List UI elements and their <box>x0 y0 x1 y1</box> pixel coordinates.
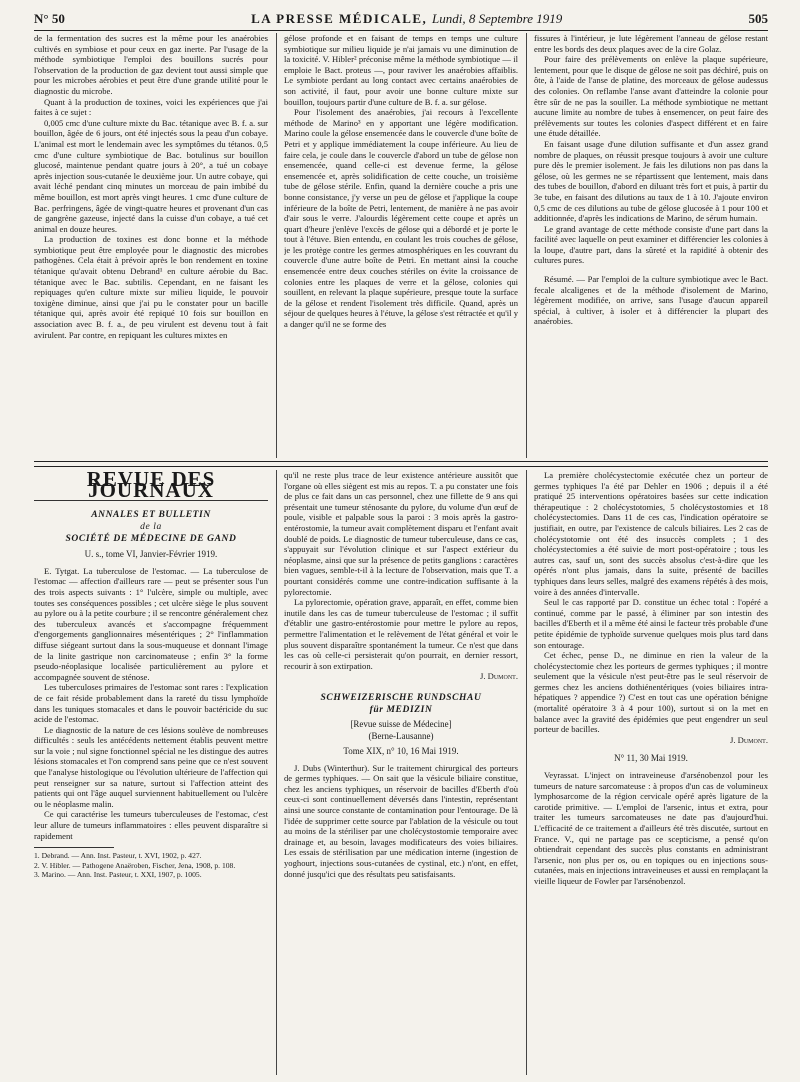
article-paragraph: J. Dubs (Winterthur). Sur le traitement chirurgical des porteurs de germes typhiques. — On sait que la vésicule biliaire constitue, chez les anciens typhiques, un réservoir de bacilles d'Eberth d'où ceux-ci sont continuellement déversés dans l'intestin, représentant ainsi une source constante de contamination pour l'entourage. De là l'idée de supprimer cette source par l'ablation de la vésicule ou tout au moins de la stériliser par une cholécystostomie temporaire avec drainage et, au besoin, lavages modificateurs des voies biliaires. Les essais de stérilisation par une médication interne (ingestion de yoghourt, injections sous-cutanées de cystinal, etc.) n'ont, en effet, donné jusqu'ici que des résultats peu satisfaisants. <box>284 762 518 879</box>
journal-issue: Tome XIX, n° 10, 16 Mai 1919. <box>343 746 459 757</box>
issue-date: Lundi, 8 Septembre 1919 <box>432 11 563 26</box>
journal-heading <box>284 692 518 716</box>
paragraph: Pour faire des prélèvements on enlève la plaque supérieure, lentement, pour que le disque de gélose ne soit pas déchiré, puis on ôte, à l'aide de l'anse de platine, des morceaux de gélose audessus des colonies. On reflambe l'anse avant d'atteindre la colonie pour être sûr de ne pas la souiller. La méthode symbiotique ne mettant aucune limite au nombre de tubes à ensemencer, on peut faire des prélèvements sur toutes les colonies d'aspect différent et en faire une étude détaillée. <box>534 54 768 139</box>
paragraph: Les tuberculoses primaires de l'estomac sont rares : l'explication de ce fait réside probablement dans la rareté du tissu lymphoïde dans les tuniques stomacales et dans le pouvoir bactéricide du suc acide de l'estomac. <box>34 682 268 725</box>
paragraph: qu'il ne reste plus trace de leur existence antérieure aussitôt que l'organe où elles siègent est mis au repos. T. a pu constater une fois de plus ce fait dans un cas personnel, chez une fillette de 9 ans qui présentait une tumeur sténosante du pylore, du volume d'un œuf de poule, visible et palpable sous la paroi : 3 mois après la gastro-entérostomie, la tumeur avait complètement disparu et l'enfant avait doublé de poids. Le diagnostic de tumeur tuberculeuse, dans ce cas, s'appuyait sur l'évolution clinique et sur l'aspect extérieur du néoplasme, ainsi que sur la présence de petits ganglions : caractères bien vagues, semble-t-il à la lecture de l'observation, mais que T. a pourtant considérés comme une contre-indication suffisante à la pylorectomie. <box>284 470 518 597</box>
paragraph: Le diagnostic de la nature de ces lésions soulève de nombreuses difficultés : seuls les antécédents nettement établis peuvent mettre sur la voie ; nul signe fonctionnel spécial ne les distingue des autres lésions stomacales et l'on comprend sans peine que ce n'est souvent que l'analyse histologique ou l'évolution ultérieure de l'affection qui peut renseigner sur sa nature, surtout si l'affection atteint des patients qui ont l'âge auquel surviennent habituellement ou l'ulcère ou le néoplasme malin. <box>34 724 268 809</box>
bottom-column-3 <box>534 470 768 1075</box>
paragraph: Quant à la production de toxines, voici les expériences que j'ai faites à ce sujet : <box>34 96 268 118</box>
column-rule <box>276 470 277 1075</box>
journal-heading-line: für MEDIZIN <box>369 704 433 715</box>
paragraph: E. Tytgat. La tuberculose de l'estomac. — La tuberculose de l'estomac — affection d'ailleurs rare — peut se présenter sous l'un des trois aspects suivants : 1° l'ulcère, simple ou multiple, avec toutes ses conséquences possibles ; cet ulcère siège le plus souvent au pylore ou à la petite courbure ; il se rencontre généralement chez des tuberculeux avancés et s'accompagne fréquemment d'engorgements ganglionnaires mésentériques ; 2° l'inflammation diffuse siégeant surtout dans la sous-muqueuse et donnant l'image de la linite gastrique non carcinomateuse ; enfin 3° la forme pseudo-néoplasique localisée particulièrement au pylore et accompagnée souvent de sténose. <box>34 565 268 682</box>
column-rule <box>276 33 277 458</box>
paragraph: de la fermentation des sucres est la même pour les anaérobies cultivés en symbiose et pour ceux en gaz inerte. Par l'usage de la méthode symbiotique l'emploi des bouillons sucrés pour l'observation de la production de gaz devient tout aussi simple que pour les microbes aérobies et peut être d'une grande utilité pour le diagnostic du microbe. <box>34 33 268 96</box>
footnote-rule <box>34 847 114 848</box>
paragraph: gélose profonde et en faisant de temps en temps une culture symbiotique sur milieu liquide je n'ai jamais vu une diminution de la toxicité. V. Hibler² préconise même la méthode symbiotique — il emploie le Bact. proteus —, pour raviver les anaérobies affaiblis. Le symbiote perdant au long contact avec certains anaérobies de son activité, il faut, pour avoir une bonne culture mixte sur bouillon, toujours partir d'une culture de B. f. a. sur gélose. <box>284 33 518 107</box>
bottom-column-2 <box>284 470 518 1075</box>
top-column-1 <box>34 33 268 458</box>
top-column-3 <box>534 33 768 458</box>
issue-number: N° 50 <box>34 11 65 26</box>
column-rule <box>526 33 527 458</box>
paragraph: Cet échec, pense D., ne diminue en rien la valeur de la cholécystectomie chez les porteurs de germes typhiques ; il montre seulement que la vésicule n'est peut-être pas le seul réservoir de germes chez les anciens dothiénentériques (voies biliaires intra-hépatiques ? appendice ?) C'est en tout cas une opération bénigne (mortalité opératoire 3 à 4 pour 100), surtout si on la met en balance avec la gravité des épidémies que peut engendrer un seul porteur de bacilles. <box>534 650 768 735</box>
section-title: REVUE DES JOURNAUX <box>34 474 268 501</box>
signature: J. Dumont. <box>730 734 768 745</box>
footnote: 1. Debrand. — Ann. Inst. Pasteur, t. XVI, 1902, p. 427. <box>34 851 202 861</box>
paragraph: En faisant usage d'une dilution suffisante et d'un assez grand nombre de plaques, on réussit presque toujours à avoir une culture pure dès le premier isolement. Je fais les dilutions non pas dans la gélose, où les germes ne se répartissent que lentement, mais dans des tubes de bouillon, d'abord en diluant très fort et puis, à partir du 3e tube, en faisant des dilutions au taux de 1 à 10. J'ajoute environ 0,5 cmc de ces dilutions au tube de gélose glucosée à 1 pour 100 et additionnée, d'après les indications de Marino, de sérum humain. <box>534 138 768 224</box>
signature: J. Dumont. <box>480 671 518 682</box>
paragraph: Seul le cas rapporté par D. constitue un échec total : l'opéré a continué, comme par le passé, à éliminer par son intestin des bacilles d'Eberth et il a même été ainsi le facteur très probable d'une petite épidémie de typhoïde survenue quelques mois plus tard dans son entourage. <box>534 597 768 650</box>
bottom-column-1 <box>34 470 268 1075</box>
footnote: 3. Marino. — Ann. Inst. Pasteur, t. XXI, 1907, p. 1005. <box>34 870 202 880</box>
paragraph: Le grand avantage de cette méthode consiste d'une part dans la facilité avec laquelle on peut examiner et différencier les colonies à la loupe, d'autre part, dans la sûreté et la rapidité à obtenir des cultures pures. <box>534 223 768 266</box>
journal-heading-line: de la <box>140 522 162 533</box>
section-separator <box>34 461 768 467</box>
top-column-2 <box>284 33 518 458</box>
journal-title <box>251 11 562 27</box>
journal-heading-line: SOCIÉTÉ DE MÉDECINE DE GAND <box>65 534 237 545</box>
article-paragraph: Veyrassat. L'inject on intraveineuse d'arsénobenzol pour les tumeurs de nature sarcomateuse : à propos d'un cas de volumineux lymphosarcome de la région cervicale opéré après ligature de la carotide primitive. — L'emploi de l'arsenic, intus et extra, pour traiter les tumeurs sarcomateuses ne date pas d'aujourd'hui. L'efficacité de ce traitement a d'ailleurs été très discutée, surtout en France. V., qui ne partage pas ce scepticisme, a pensé qu'on obtiendrait cependant des succès plus constants en administrant l'arsenic, non plus per os, ou en topiques ou en injections sous-cutanées, mais en injections intraveineuses et aussi en remplaçant la vieille liqueur de Fowler par l'arsénobenzol. <box>534 770 768 886</box>
journal-heading-line: SCHWEIZERISCHE RUNDSCHAU <box>320 692 482 703</box>
column-rule <box>526 470 527 1075</box>
footnote: 2. V. Hibler. — Pathogene Anaëroben, Fischer, Jena, 1908, p. 108. <box>34 860 236 870</box>
summary-paragraph: Résumé. — Par l'emploi de la culture symbiotique avec le Bact. fecale alcaligenes et de la méthode d'isolement de Marino, légèrement modifiée, on arrive, sans l'usage d'aucun appareil spécial, à cultiver, à isoler et à différencier la plupart des anaérobies. <box>534 274 768 327</box>
journal-heading <box>34 509 268 545</box>
running-header <box>34 8 768 31</box>
paragraph: 0,005 cmc d'une culture mixte du Bac. tétanique avec B. f. a. sur bouillon, âgée de 6 jours, ont été injectés sous la peau d'un cobaye. L'animal est mort le lendemain avec les symptômes du tétanos. 0,5 cmc d'une culture symbiotique de Bac. botulinus sur bouillon glucosé, maintenue pendant quatre jours à 20°, a tué un cobaye après injection sous-cutanée le deuxième jour. Un autre cobaye, qui avait léché pendant cinq minutes un morceau de pain imbibé du même bouillon, est mort après vingt heures. 1 cmc d'une culture de Bac. perfringens, âgée de vingt-quatre heures et provenant d'un cas de gangrène gazeuse, injecté dans la cuisse d'un cobaye, a tué cet animal en douze heures. <box>34 117 268 234</box>
journal-name: LA PRESSE MÉDICALE, <box>251 11 428 26</box>
page-number: 505 <box>748 11 768 26</box>
paragraph: La première cholécystectomie exécutée chez un porteur de germes typhiques l'a été par Dehler en 1906 ; depuis il a été pratiqué 25 interventions opératoires basées sur cette indication thérapeutique : 2 cholécystotomies, 5 cholécystostomies et 18 cholécystectomies. Dans 11 de ces cas, l'indication opératoire se justifiait, en outre, par l'existence de calculs biliaires. Les 2 cas de cholécystotomie ont été des insuccès complets ; 1 des cholécystectomies a été suivie de mort post-opératoire ; tous les autres cas, sauf un, sont des succès absolus c'est-à-dire que les opérés n'ont plus jamais, dans la suite, présenté de bacilles typhiques dans leurs selles, malgré des examens répétés à des mois, voire à des années d'intervalle. <box>534 470 768 597</box>
journal-heading-line: ANNALES ET BULLETIN <box>91 510 211 521</box>
journal-city: (Berne-Lausanne) <box>368 731 434 742</box>
journal-issue: U. s., tome VI, Janvier-Février 1919. <box>84 549 218 560</box>
paragraph: La production de toxines est donc bonne et la méthode symbiotique peut être employée pour le diagnostic des microbes pathogènes. Cela était à prévoir après le bon rendement en toxine tétanique qu'avait obtenu Debrand¹ en culture aérobie du Bac. tétanique avec le Bac. subtilis. Cependant, en ne faisant les repiquages qu'en culture mixte sur milieu liquide, le pouvoir toxigène diminue, ainsi que j'ai pu le constater pour un bacille tétanique qui, après avoir été repiqué 10 fois sur bouillon en association avec B. f. a., de peu virulent est devenu tout à fait avirulent. Par contre, en repiquant les cultures mixtes en <box>34 234 268 340</box>
paragraph: Ce qui caractérise les tumeurs tuberculeuses de l'estomac, c'est leur allure de tumeurs inflammatoires : elles peuvent disparaître si rapidement <box>34 809 268 841</box>
journal-subtitle: [Revue suisse de Médecine] <box>350 718 452 729</box>
journal-issue: N° 11, 30 Mai 1919. <box>614 753 688 764</box>
paragraph: Pour l'isolement des anaérobies, j'ai recours à l'excellente méthode de Marino³ en y apportant une légère modification. Marino coule la gélose ensemencée dans le couvercle d'une boîte de Petri et y applique immédiatement la coupe inférieure. Au lieu de faire cela, je coule dans le couvercle d'abord un tube de gélose non ensemencée, quand celle-ci est devenue ferme, la gélose ensemencée et, après solidification de cette couche, un troisième tube de gélose stérile. Enfin, quand la dernière couche a pris une bonne consistance, j'y verse un peu de gélose et j'applique la coupe inférieure de la boîte de Petri, lentement, de manière à ne pas avoir d'air sous le verre. J'alourdis légèrement cette coupe et après un quart d'heure j'enlève l'excès de gélose qui a débordé et je porte le tout à l'étuve. Bien entendu, en coulant les trois couches de gélose, je les protège contre les germes atmosphériques en les couvrant du couvercle d'une autre boîte de Petri. En mettant ainsi la couche ensemencée entre deux couches stériles on évite la croissance de colonies entre les plaques de verre et la gélose, colonies qui souillent, en relevant la plaque supérieure, presque toute la surface de la gélose et rendent l'isolement très difficile. Quand, après un séjour de quelques heures à l'étuve, la gélose s'est rétractée et qu'il y a danger qu'il ne se forme des <box>284 107 518 330</box>
paragraph: La pylorectomie, opération grave, apparaît, en effet, comme bien inutile dans les cas de tumeur tuberculeuse de l'estomac ; il suffit d'établir une gastro-entérostomie pour mettre le pylore au repos, permettre l'alimentation et le relèvement de l'état général et voir le plus souvent disparaître spontanément la tumeur. Ce n'est que dans les cas où celle-ci persisterait qu'on pourrait, en dernier ressort, recourir à son extirpation. <box>284 597 518 671</box>
paragraph: fissures à l'intérieur, je lute légèrement l'anneau de gélose restant entre les bords des deux plaques avec de la cire Golaz. <box>534 33 768 54</box>
